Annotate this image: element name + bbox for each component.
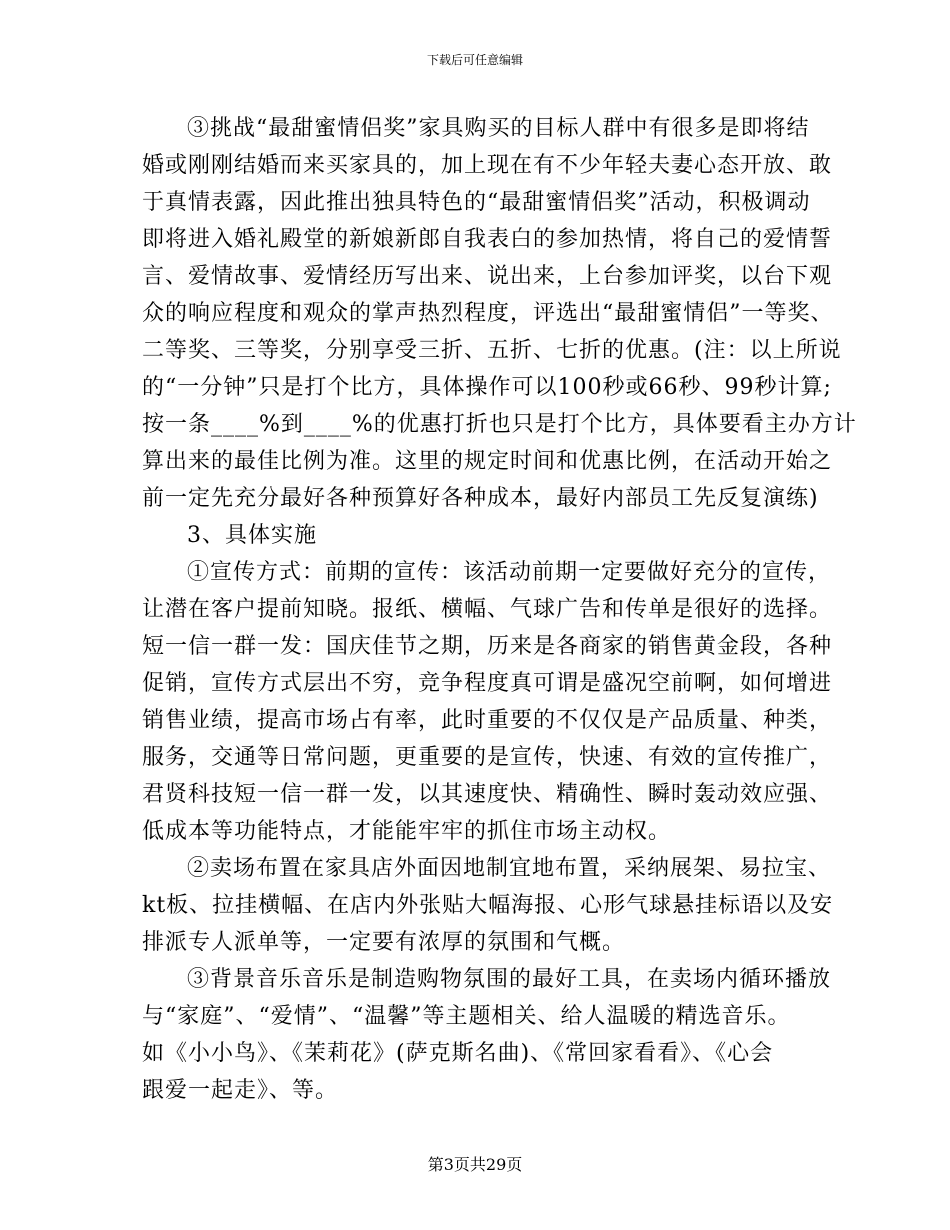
text-line: 的“一分钟”只是打个比方，具体操作可以100秒或66秒、99秒计算; <box>142 375 832 400</box>
text-line: 服务，交通等日常问题，更重要的是宣传，快速、有效的宣传推广， <box>142 745 833 770</box>
text-line: 前一定先充分最好各种预算好各种成本，最好内部员工先反复演练) <box>142 486 819 511</box>
text-line: 销售业绩，提高市场占有率，此时重要的不仅仅是产品质量、种类， <box>142 708 833 733</box>
text-line: 婚或刚刚结婚而来买家具的，加上现在有不少年轻夫妻心态开放、敢 <box>142 153 833 178</box>
text-line: 如《小小鸟》、《茉莉花》(萨克斯名曲)、《常回家看看》、《心会 <box>142 1041 774 1066</box>
text-line: 众的响应程度和观众的掌声热烈程度，评选出“最甜蜜情侣”一等奖、 <box>142 301 834 326</box>
text-line: kt板、拉挂横幅、在店内外张贴大幅海报、心形气球悬挂标语以及安 <box>142 893 834 918</box>
text-line: 按一条____%到____%的优惠打折也只是打个比方，具体要看主办方计 <box>142 412 857 437</box>
text-line: 二等奖、三等奖，分别享受三折、五折、七折的优惠。(注：以上所说 <box>142 338 842 363</box>
text-line: 促销，宣传方式层出不穷，竞争程度真可谓是盛况空前啊，如何增进 <box>142 671 833 696</box>
text-line: 算出来的最佳比例为准。这里的规定时间和优惠比例，在活动开始之 <box>142 449 833 474</box>
text-line: ②卖场布置在家具店外面因地制宜地布置，采纳展架、易拉宝、 <box>187 856 832 881</box>
text-line: 短一信一群一发：国庆佳节之期，历来是各商家的销售黄金段，各种 <box>142 634 833 659</box>
text-line: 低成本等功能特点，才能能牢牢的抓住市场主动权。 <box>142 819 672 844</box>
text-line: 3、具体实施 <box>187 523 317 548</box>
text-line: 排派专人派单等，一定要有浓厚的氛围和气概。 <box>142 930 626 955</box>
text-line: ③背景音乐音乐是制造购物氛围的最好工具，在卖场内循环播放 <box>187 967 832 992</box>
text-line: ③挑战“最甜蜜情侣奖”家具购买的目标人群中有很多是即将结 <box>187 116 810 141</box>
page-header: 下载后可任意编辑 <box>426 53 523 67</box>
text-line: 即将进入婚礼殿堂的新娘新郎自我表白的参加热情，将自己的爱情誓 <box>142 227 833 252</box>
text-line: 与“家庭”、“爱情”、“温馨”等主题相关、给人温暖的精选音乐。 <box>142 1004 791 1029</box>
page-footer: 第3页共29页 <box>427 1155 523 1174</box>
document-body <box>142 110 857 1109</box>
text-line: 君贤科技短一信一群一发，以其速度快、精确性、瞬时轰动效应强、 <box>142 782 833 807</box>
text-line: 跟爱一起走》、等。 <box>142 1078 339 1103</box>
text-line: 于真情表露，因此推出独具特色的“最甜蜜情侣奖”活动，积极调动 <box>142 190 811 215</box>
text-line: ①宣传方式：前期的宣传：该活动前期一定要做好充分的宣传， <box>187 560 832 585</box>
text-line: 让潜在客户提前知晓。报纸、横幅、气球广告和传单是很好的选择。 <box>142 597 833 622</box>
text-line: 言、爱情故事、爱情经历写出来、说出来，上台参加评奖，以台下观 <box>142 264 833 289</box>
